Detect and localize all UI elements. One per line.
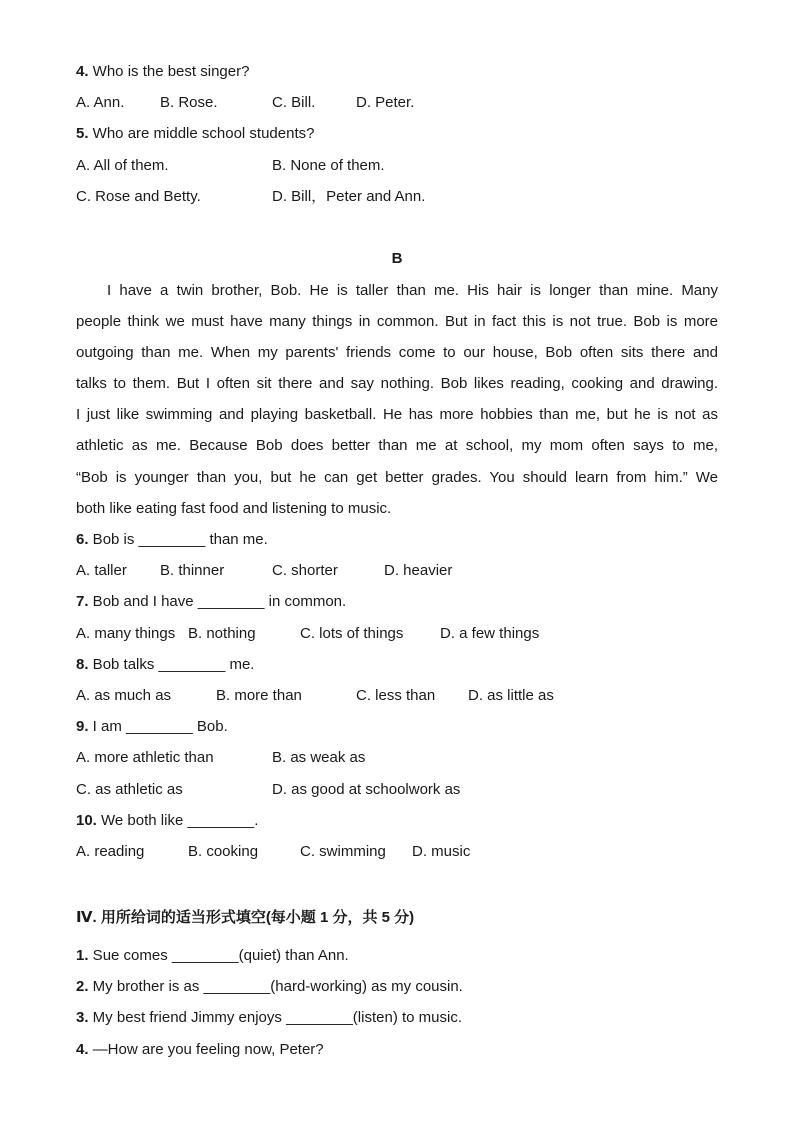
option-c: C. shorter: [272, 562, 338, 579]
option-a: A. reading: [76, 843, 145, 860]
passage-line: outgoing than me. When my parents' friends come to our house, Bob often sits there and: [76, 344, 718, 361]
option-a: A. as much as: [76, 687, 172, 704]
passage-line: both like eating fast food and listening to music.: [76, 500, 392, 517]
question-text: —How are you feeling now, Peter?: [88, 1041, 324, 1058]
option-c: C. swimming: [300, 843, 386, 860]
question-text: Bob talks ________ me.: [88, 656, 255, 673]
option-d: D. Bill，Peter and Ann.: [272, 188, 426, 205]
option-d: D. a few things: [440, 625, 540, 642]
question-text: Bob is ________ than me.: [88, 531, 268, 548]
question-8: [76, 656, 254, 674]
question-number: 8.: [76, 656, 89, 673]
option-c: C. Bill.: [272, 94, 316, 111]
section-b-title: B: [391, 250, 403, 267]
option-d: D. as good at schoolwork as: [272, 781, 461, 798]
option-d: D. heavier: [384, 562, 453, 579]
question-5: [76, 125, 314, 143]
option-d: D. Peter.: [356, 94, 415, 111]
question-text: My brother is as ________(hard-working) as my cousin.: [88, 978, 463, 995]
section-4-title: Ⅳ. 用所给词的适当形式填空(每小题 1 分，共 5 分): [76, 909, 415, 926]
passage-line: I have a twin brother, Bob. He is taller than me. His hair is longer than mine. Many: [107, 282, 718, 299]
option-a: A. All of them.: [76, 157, 169, 174]
option-b: B. more than: [216, 687, 302, 704]
question-text: We both like ________.: [96, 812, 259, 829]
option-c: C. Rose and Betty.: [76, 188, 201, 205]
passage-line: I just like swimming and playing basketball. He has more hobbies than me, but he is not as: [76, 406, 718, 423]
question-7: [76, 593, 346, 611]
question-number: 4.: [76, 63, 89, 80]
option-b: B. Rose.: [160, 94, 218, 111]
question-text: My best friend Jimmy enjoys ________(listen) to music.: [88, 1009, 462, 1026]
option-b: B. nothing: [188, 625, 256, 642]
question-number: 9.: [76, 718, 89, 735]
option-a: A. many things: [76, 625, 176, 642]
option-b: B. cooking: [188, 843, 259, 860]
fill-question-1: [76, 947, 349, 965]
question-9: [76, 718, 228, 736]
fill-question-2: [76, 978, 463, 996]
question-number: 3.: [76, 1009, 89, 1026]
question-text: Who are middle school students?: [88, 125, 315, 142]
question-text: Who is the best singer?: [88, 63, 250, 80]
option-d: D. music: [412, 843, 471, 860]
question-text: I am ________ Bob.: [88, 718, 228, 735]
passage-line: athletic as me. Because Bob does better than me at school, my mom often says to me,: [76, 437, 718, 454]
fill-question-3: [76, 1009, 462, 1027]
option-c: C. less than: [356, 687, 436, 704]
option-c: C. lots of things: [300, 625, 404, 642]
question-4: [76, 63, 249, 81]
passage-line: “Bob is younger than you, but he can get better grades. You should learn from him.” We: [76, 469, 718, 486]
option-a: A. taller: [76, 562, 127, 579]
option-d: D. as little as: [468, 687, 554, 704]
option-a: A. Ann.: [76, 94, 125, 111]
option-c: C. as athletic as: [76, 781, 183, 798]
option-a: A. more athletic than: [76, 749, 214, 766]
question-text: Sue comes ________(quiet) than Ann.: [88, 947, 349, 964]
passage-line: people think we must have many things in common. But in fact this is not true. Bob is more: [76, 313, 718, 330]
question-number: 7.: [76, 593, 89, 610]
question-number: 2.: [76, 978, 89, 995]
passage-line: talks to them. But I often sit there and say nothing. Bob likes reading, cooking and drawing.: [76, 375, 718, 392]
question-6: [76, 531, 268, 549]
question-number: 5.: [76, 125, 89, 142]
option-b: B. as weak as: [272, 749, 366, 766]
fill-question-4: [76, 1041, 324, 1059]
question-10: [76, 812, 258, 830]
question-number: 10.: [76, 812, 97, 829]
option-b: B. None of them.: [272, 157, 385, 174]
question-number: 4.: [76, 1041, 89, 1058]
option-b: B. thinner: [160, 562, 225, 579]
question-text: Bob and I have ________ in common.: [88, 593, 347, 610]
question-number: 6.: [76, 531, 89, 548]
question-number: 1.: [76, 947, 89, 964]
